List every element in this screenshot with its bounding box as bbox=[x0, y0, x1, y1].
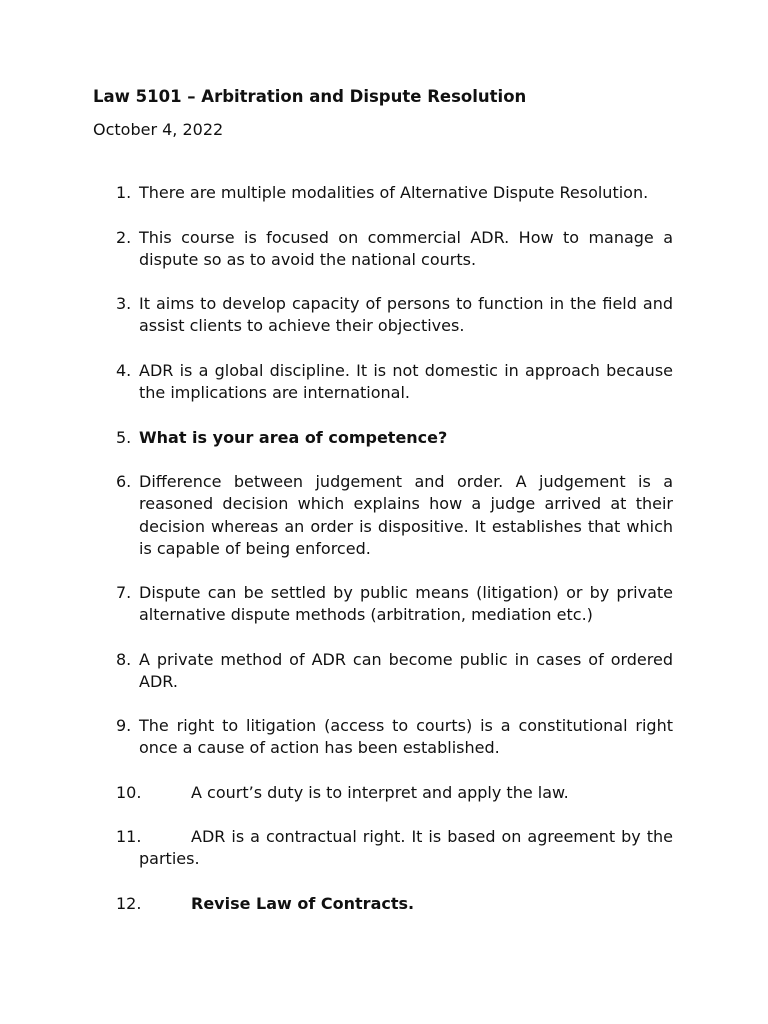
list-item bbox=[116, 227, 673, 272]
list-item-text: A court’s duty is to interpret and apply the law. bbox=[191, 783, 569, 802]
list-item-text: Dispute can be settled by public means (litigation) or by private alternative dispute methods (arbitration, mediation etc.) bbox=[139, 583, 673, 625]
list-item-text: ADR is a global discipline. It is not domestic in approach because the implications are international. bbox=[139, 361, 673, 403]
list-item-number: 4. bbox=[116, 361, 132, 380]
document-date: October 4, 2022 bbox=[93, 120, 224, 139]
list-item-number: 3. bbox=[116, 294, 132, 313]
list-item-number: 7. bbox=[116, 583, 132, 602]
list-item-number: 5. bbox=[116, 428, 132, 447]
list-item-text: There are multiple modalities of Alternative Dispute Resolution. bbox=[139, 183, 649, 202]
list-item bbox=[116, 360, 673, 405]
list-item bbox=[116, 649, 673, 694]
list-item-text: Difference between judgement and order. A judgement is a reasoned decision which explains how a judge arrived at their decision whereas an order is dispositive. It establishes that which is capable of being enforced. bbox=[139, 472, 673, 559]
list-item-number: 12. bbox=[116, 894, 142, 913]
list-item bbox=[116, 893, 673, 915]
list-item-text: Revise Law of Contracts. bbox=[191, 894, 415, 913]
list-item-number: 9. bbox=[116, 716, 132, 735]
list-item-text: A private method of ADR can become public in cases of ordered ADR. bbox=[139, 650, 673, 692]
list-item bbox=[116, 182, 673, 204]
list-item-text: What is your area of competence? bbox=[139, 428, 448, 447]
list-item-number: 2. bbox=[116, 228, 132, 247]
list-item-text: This course is focused on commercial ADR. How to manage a dispute so as to avoid the national courts. bbox=[139, 228, 673, 270]
list-item-number: 6. bbox=[116, 472, 132, 491]
list-item-number: 10. bbox=[116, 783, 142, 802]
document-title: Law 5101 – Arbitration and Dispute Resolution bbox=[93, 87, 527, 106]
list-item-number: 1. bbox=[116, 183, 132, 202]
list-item bbox=[116, 582, 673, 627]
list-item bbox=[116, 715, 673, 760]
list-item-number: 8. bbox=[116, 650, 132, 669]
list-item bbox=[116, 293, 673, 338]
list-item bbox=[116, 826, 673, 871]
list-item bbox=[116, 471, 673, 561]
list-item-text: The right to litigation (access to courts) is a constitutional right once a cause of action has been established. bbox=[139, 716, 673, 758]
list-item-text: It aims to develop capacity of persons to function in the field and assist clients to achieve their objectives. bbox=[139, 294, 673, 336]
list-item-text: ADR is a contractual right. It is based on agreement by the parties. bbox=[139, 827, 673, 869]
list-item-number: 11. bbox=[116, 827, 142, 846]
list-item bbox=[116, 782, 673, 804]
list-item bbox=[116, 427, 673, 449]
